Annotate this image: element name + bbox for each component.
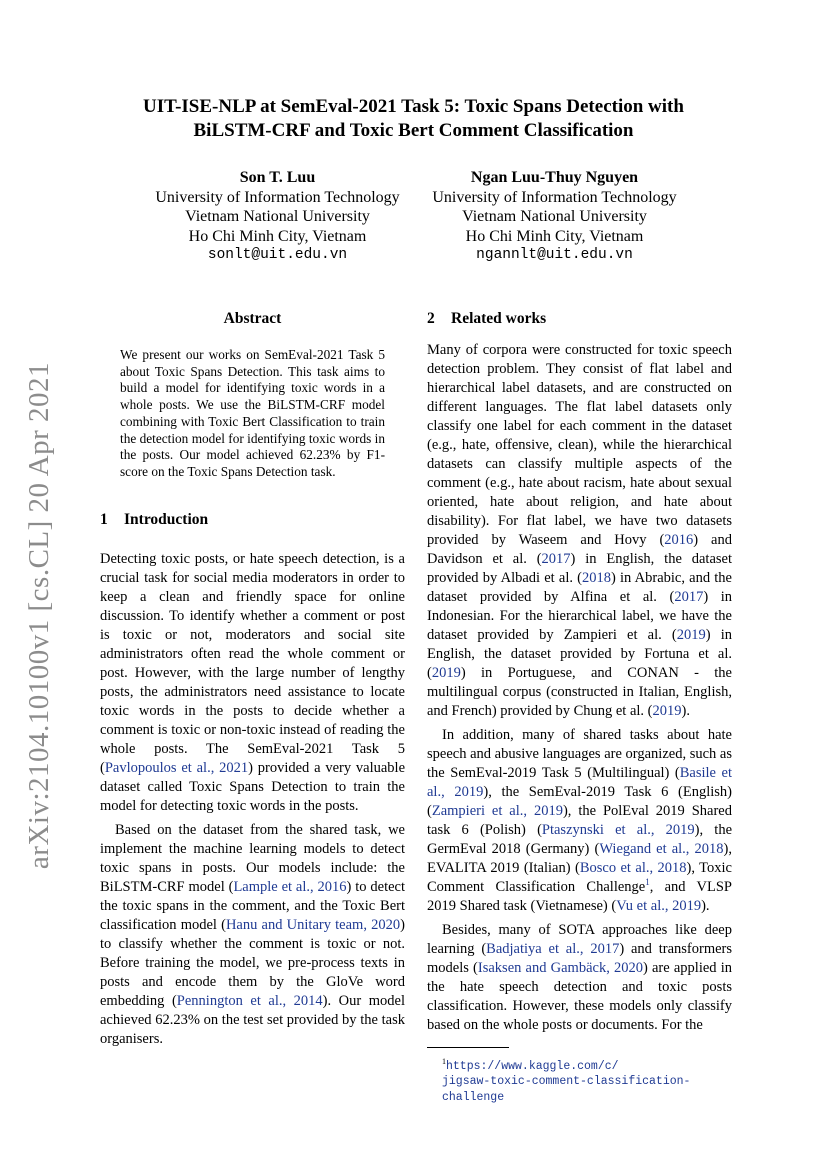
introduction-heading: [100, 511, 405, 529]
text-run: Besides, many of SOTA approaches like deep learning (: [427, 922, 732, 957]
citation-link[interactable]: Wiegand et al., 2018: [599, 841, 724, 857]
author-location: Ho Chi Minh City, Vietnam: [465, 227, 644, 245]
text-run: ).: [701, 898, 710, 914]
citation-link[interactable]: 2019: [652, 703, 682, 719]
text-run: ), the PolEval 2019 Shared task 6 (Polish) (: [427, 803, 732, 838]
related-paragraph-1: [427, 341, 732, 721]
citation-link[interactable]: Badjatiya et al., 2017: [486, 941, 620, 957]
author-affiliation: University of Information Technology: [432, 188, 677, 206]
author-block-1: [145, 168, 410, 266]
author-email: ngannlt@uit.edu.vn: [476, 247, 633, 263]
citation-link[interactable]: Pavlopoulos et al., 2021: [104, 759, 249, 776]
related-paragraph-2: [427, 726, 732, 916]
text-run: ), EVALITA 2019 (Italian) (: [427, 841, 732, 876]
arxiv-identifier-stamp: [20, 361, 60, 869]
citation-link[interactable]: 2019: [431, 665, 461, 681]
footnote-mark: 1: [442, 1057, 446, 1066]
text-run: ).: [681, 703, 690, 719]
citation-link[interactable]: Bosco et al., 2018: [579, 860, 687, 876]
author-email: sonlt@uit.edu.vn: [207, 247, 348, 263]
text-run: In addition, many of shared tasks about hate speech and abusive languages are organized, such as the SemEval-2019 Task 5 (Multilingual) (: [427, 727, 732, 781]
text-run: ) in English, the dataset provided by Fortuna et al. (: [427, 627, 733, 681]
citation-link[interactable]: 2016: [664, 532, 694, 548]
citation-link[interactable]: 2017: [674, 589, 704, 605]
text-run: ) in English, the dataset provided by Albadi et al. (: [427, 551, 732, 586]
author-university: Vietnam National University: [462, 208, 647, 225]
footnote: [427, 1054, 732, 1105]
citation-link[interactable]: Isaksen and Gambäck, 2020: [477, 960, 643, 976]
footnote-url-line-2[interactable]: jigsaw-toxic-comment-classification-challenge: [442, 1075, 691, 1104]
section-number: 1: [100, 510, 108, 528]
author-university: Vietnam National University: [185, 208, 370, 225]
abstract-heading: Abstract: [223, 310, 282, 327]
text-run: Many of corpora were constructed for toxic speech detection problem. They consist of flat label and hierarchical label datasets, and are constructed on different languages. The flat label datasets only classify one label for each comment in the dataset (e.g., hate, offensive, clean), while the hierarchical datasets can classify multiple aspects of the comment (e.g., hate about racism, hate about sexual oriented, hate about religion, and hate about disability). For flat label, we have two datasets provided by Waseem and Hovy (: [427, 342, 732, 548]
footnote-url-line-1[interactable]: https://www.kaggle.com/c/: [446, 1059, 619, 1073]
text-run: ), the SemEval-2019 Task 6 (English) (: [427, 784, 732, 819]
arxiv-id-text: arXiv:2104.10100v1 [cs.CL] 20 Apr 2021: [23, 361, 56, 869]
related-works-heading: [427, 310, 732, 328]
title-line-2: BiLSTM-CRF and Toxic Bert Comment Classification: [193, 120, 634, 141]
paper-title: [100, 95, 727, 143]
intro-paragraph-1: [100, 550, 405, 816]
text-run: Based on the dataset from the shared task, we implement the machine learning models to detect toxic spans in posts. Our models include: the BiLSTM-CRF model (: [100, 821, 405, 895]
text-run: ) to classify whether the comment is toxic or not. Before training the model, we pre-process texts in posts and encode them by the GloVe word embedding (: [100, 916, 405, 1009]
footnote-marker[interactable]: 1: [645, 877, 650, 888]
text-run: ) to detect the toxic spans in the comment, and the Toxic Bert classification model (: [100, 878, 405, 933]
text-run: ), Toxic Comment Classification Challenge: [427, 860, 732, 895]
citation-link[interactable]: Basile et al., 2019: [427, 765, 732, 800]
author-location: Ho Chi Minh City, Vietnam: [188, 227, 367, 245]
citation-link[interactable]: 2017: [541, 551, 571, 567]
text-run: ) and transformers models (: [427, 941, 733, 976]
citation-link[interactable]: Lample et al., 2016: [233, 878, 347, 895]
author-affiliation: University of Information Technology: [155, 188, 400, 206]
right-column: [427, 310, 732, 1105]
intro-paragraph-2: [100, 821, 405, 1049]
citation-link[interactable]: Zampieri et al., 2019: [431, 803, 563, 819]
left-column: [100, 310, 405, 1049]
abstract-body: We present our works on SemEval-2021 Task 5 about Toxic Spans Detection. This task aims to build a model for identifying toxic words in a whole posts. We use the BiLSTM-CRF model combining with Toxic Bert Classification to train the detection model for identifying toxic words in the posts. Our model achieved 62.23% by F1-score on the Toxic Spans Detection task.: [120, 347, 385, 479]
text-run: ), the GermEval 2018 (Germany) (: [427, 822, 733, 857]
citation-link[interactable]: Hanu and Unitary team, 2020: [225, 916, 401, 933]
section-title: Related works: [451, 310, 547, 327]
text-run: Detecting toxic posts, or hate speech detection, is a crucial task for social media moderators in order to keep a clean and friendly space for online discussion. To identify whether a comment or post is toxic or not, moderators and social site administrators often read the whole comment or post. However, with the large number of lengthy posts, the administrators need assistance to locate toxic words in the posts to decide whether a comment is toxic or non-toxic instead of reading the whole posts. The SemEval-2021 Task 5 (: [100, 550, 405, 776]
citation-link[interactable]: Pennington et al., 2014: [176, 992, 323, 1009]
text-run: ) in Abrabic, and the dataset provided by Alfina et al. (: [427, 570, 732, 605]
text-run: ). Our model achieved 62.23% on the test set provided by the task organisers.: [100, 992, 405, 1047]
citation-link[interactable]: 2018: [581, 570, 611, 586]
citation-link[interactable]: Vu et al., 2019: [616, 898, 702, 914]
title-line-1: UIT-ISE-NLP at SemEval-2021 Task 5: Toxic Spans Detection with: [143, 96, 684, 117]
text-run: ) provided a very valuable dataset called Toxic Spans Detection to train the model for detecting toxic words in the posts.: [100, 759, 405, 814]
citation-link[interactable]: Ptaszynski et al., 2019: [541, 822, 695, 838]
text-run: ) are applied in the hate speech detection and toxic posts classification. However, these models only classify based on the whole posts or documents. For the: [427, 960, 732, 1033]
footnote-divider: [427, 1047, 509, 1048]
section-number: 2: [427, 310, 435, 327]
text-run: ) in Indonesian. For the hierarchical label, we have the dataset provided by Zampieri et al. (: [427, 589, 733, 643]
related-paragraph-3: [427, 921, 732, 1035]
text-run: ) in Portuguese, and CONAN - the multilingual corpus (constructed in Italian, English, and French) provided by Chung et al. (: [427, 665, 732, 719]
citation-link[interactable]: 2019: [676, 627, 706, 643]
text-run: , and VLSP 2019 Shared task (Vietnamese) (: [427, 879, 732, 914]
text-run: ) and Davidson et al. (: [427, 532, 732, 567]
author-name: Ngan Luu-Thuy Nguyen: [470, 169, 639, 186]
author-name: Son T. Luu: [239, 169, 316, 186]
author-block-2: [422, 168, 687, 266]
section-title: Introduction: [124, 510, 209, 528]
